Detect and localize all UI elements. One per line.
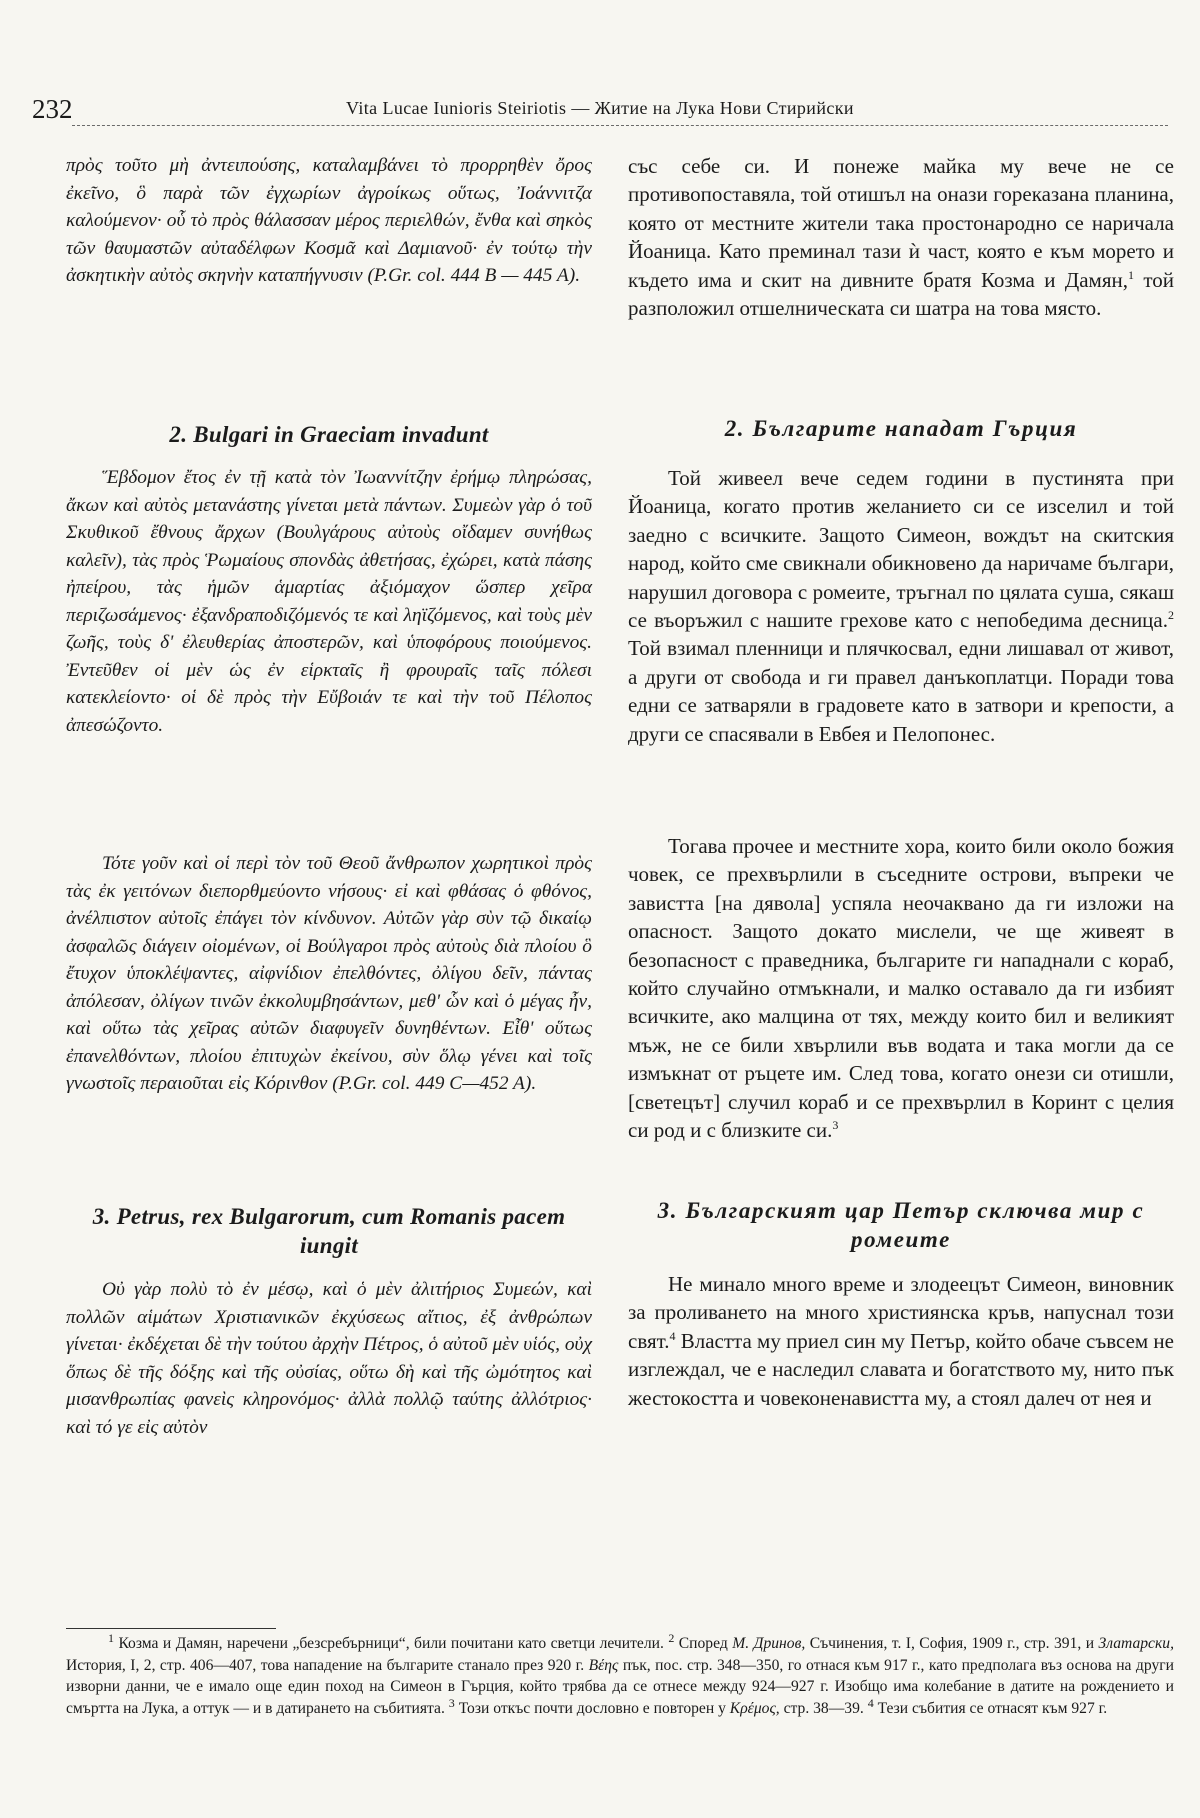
footnote-number-4: 4 — [867, 1695, 874, 1710]
latin-heading-2-section — [66, 420, 592, 449]
bulgarian-intro-paragraph: със себе си. И понеже майка му вече не се противопоставяла, той отишъл на онази гореказана планина, която от местните жители така простонародно се наричала Йоаница. Като преминал тази ѝ част, която е към морето и където има и скит на дивните братя Козма и Дамян,$^1$ той разположил отшелническата си шатра на това място. — [628, 154, 1174, 321]
bulgarian-section-3 — [628, 1270, 1174, 1412]
latin-heading-2: 2. Bulgari in Graeciam invadunt — [169, 422, 489, 447]
greek-intro-paragraph: πρὸς τοῦτο μὴ ἀντειπούσης, καταλαμβάνει τὸ προρρηθὲν ὄρος ἐκεῖνο, ὃ παρὰ τῶν ἐγχωρίων ἀγροίκως οὕτως, Ἰοάννιτζα καλούμενον· οὗ τὸ πρὸς θάλασσαν μέρος περιελθών, ἔνθα καὶ σηκὸς τῶν θαυμαστῶν αὐταδέλφων Κοσμᾶ καὶ Δαμιανοῦ· ἐν τούτῳ τὴν ἀσκητικὴν αὐτὸς σκηνὴν καταπήγνυσιν (P.Gr. col. 444 B — 445 A). — [66, 155, 592, 286]
bulgarian-section-2b — [628, 832, 1174, 1144]
latin-heading-3: 3. Petrus, rex Bulgarorum, cum Romanis pacem iungit — [92, 1204, 566, 1258]
footnote-4: Тези събития се отнасят към 927 г. — [877, 1699, 1108, 1717]
bulgarian-heading-2: 2. Българите нападат Гърция — [724, 416, 1078, 441]
footnote-author-drinov: М. Дринов, — [732, 1635, 806, 1652]
page-number: 232 — [32, 94, 73, 124]
footnotes — [66, 1630, 1174, 1719]
bulgarian-paragraph-2b: Тогава прочее и местните хора, които били около божия човек, се прехвърлили в съседните острови, въпреки че завистта [на дявола] успяла неочаквано да ги изложи на опасност. Защото докато мислели, че ще живеят в безопасност с праведника, българите ги нападнали с кораб, който случайно отмъкнали, и малко оставало да ги избият всичките, ако малцина от тях, между които бил и великият мъж, не се били хвърлили във водата и така могли да се измъкнат от ръцете им. След това, когато онези си отишли, [светецът] случил кораб и се прехвърлил в Коринт с целия си род и с близките си.$^3$ — [628, 834, 1174, 1143]
footnote-block: $^1$ Козма и Дамян, наречени „безсребърници“, били почитани като светци лечители. $^2$ Според М. Дринов, Съчинения, т. I, София, 1909 г., стр. 391, и Златарски, История, I, 2, стр. 406—407, това нападение на българите станало през 920 г. Βέης пък, пос. стр. 348—350, го отнася към 917 г., като предполага въз основа на други изворни данни, че е имало още един поход на Симеон в Гърция, който трябва да се отнесе между 924—927 г. Изобщо има колебание в датите на рождението и смъртта на Лука, а оттук — и в датирането на събитията. $^3$ Този откъс почти дословно е повторен у Κρέμος, стр. 38—39. $^4$ Тези събития се отнасят към 927 г. — [66, 1630, 1174, 1717]
bulgarian-heading-3-section — [628, 1196, 1174, 1254]
footnote-author-kremos: Κρέμος, — [729, 1699, 780, 1717]
footnote-1: Козма и Дамян, наречени „безсребърници“, били почитани като светци лечители. — [118, 1635, 664, 1652]
footnote-rule — [66, 1628, 276, 1629]
footnote-author-bees: Βέης — [588, 1656, 619, 1674]
footnote-ref-1[interactable]: 1 — [1127, 267, 1134, 282]
footnote-number-3: 3 — [448, 1695, 455, 1710]
latin-heading-3-section — [66, 1202, 592, 1260]
footnote-author-zlatarski: Златарски, — [1098, 1635, 1174, 1652]
bulgarian-section-2a — [628, 464, 1174, 748]
bulgarian-paragraph-2a: Той живеел вече седем години в пустинята при Йоаница, когато против желанието си се изселил и той заедно с всичките. Защото Симеон, вождът на скитския народ, който сме свикнали обикновено да наричаме българи, нарушил договора с ромеите, тръгнал по цялата суша, сякаш се въоръжил с нашите грехове като с непобедима десница.$^2$ Той взимал пленници и плячкосвал, едни лишавал от живот, а други от свобода и ги правел данъкоплатци. Поради това едни се затваряли в градовете като в затвори и крепости, а други се спасявали в Евбея и Пелопонес. — [628, 466, 1174, 746]
greek-section-3 — [66, 1276, 592, 1441]
greek-section-2a — [66, 464, 592, 739]
bulgarian-intro-section — [628, 152, 1174, 322]
footnote-ref-3[interactable]: 3 — [832, 1118, 839, 1133]
greek-paragraph-2a: Ἕβδομον ἔτος ἐν τῇ κατὰ τὸν Ἰωαννίτζην ἐρήμῳ πληρώσας, ἄκων καὶ αὐτὸς μετανάστης γίνεται μετὰ πάντων. Συμεὼν γὰρ ὁ τοῦ Σκυθικοῦ ἔθνους ἄρχων (Βουλγάρους αὐτοὺς οἴδαμεν συνήθως καλεῖν), τὰς πρὸς Ῥωμαίους σπονδὰς ἀθετήσας, ἐχώρει, κατὰ πάσης ἠπείρου, τὰς ἡμῶν ἁμαρτίας ἀξιόμαχον ὥσπερ χεῖρα περιζωσάμενος· ἐξανδραποδιζόμενός τε καὶ ληϊζόμενος, καὶ τοὺς μὲν ζωῆς, τοὺς δ' ἐλευθερίας ἀποστερῶν, καὶ ὑποφόρους ποιούμενος. Ἐντεῦθεν οἱ μὲν ὡς ἐν εἱρκταῖς ἢ φρουραῖς ταῖς πόλεσι κατεκλείοντο· οἱ δὲ πρὸς τὴν Εὔβοιάν τε καὶ τὴν τοῦ Πέλοπος ἀπεσώζοντο. — [66, 467, 592, 736]
footnote-ref-2[interactable]: 2 — [1168, 608, 1174, 623]
page-header — [32, 94, 1168, 134]
greek-paragraph-2b: Τότε γοῦν καὶ οἱ περὶ τὸν τοῦ Θεοῦ ἄνθρωπον χωρητικοὶ πρὸς τὰς ἐκ γειτόνων διεπορθμεύοντο νήσους· εἰ καὶ φθάσας ὁ φθόνος, ἀνέλπιστον αὐτοῖς ἐπάγει τὸν κίνδυνον. Αὐτῶν γὰρ σὺν τῷ δικαίῳ ἀσφαλῶς διάγειν οἰομένων, οἱ Βούλγαροι πρὸς αὐτοὺς διὰ πλοίου ὃ ἔτυχον ὑποκλέψαντες, αἰφνίδιον ἐπελθόντες, ὀλίγου δεῖν, πάντας ἀπόλεσαν, ὀλίγων τινῶν ἐκκολυμβησάντων, μεθ' ὧν καὶ ὁ μέγας ἦν, καὶ οὕτω τὰς χεῖρας αὐτῶν διαφυγεῖν δυνηθέντων. Εἶθ' οὕτως ἐπανελθόντων, πλοίου ἐπιτυχὼν ἐκείνου, σὺν ὅλῳ γένει καὶ τοῖς γνωστοῖς περαιοῦται εἰς Κόρινθον (P.Gr. col. 449 C—452 A). — [66, 853, 592, 1094]
bulgarian-paragraph-3: Не минало много време и злодеецът Симеон, виновник за проливането на много християнска кръв, напуснал този свят.$^4$ Властта му приел син му Петър, който обаче съвсем не изглеждал, че е наследил славата и богатството му, нито пък жестокостта и човеконенавистта му, а стоял далеч от нея и — [628, 1272, 1174, 1410]
bulgarian-heading-3: 3. Българският цар Петър сключва мир с ромеите — [657, 1198, 1145, 1252]
running-title: Vita Lucae Iunioris Steiriotis — Житие на Лука Нови Стирийски — [346, 98, 854, 118]
header-rule — [72, 125, 1168, 126]
greek-paragraph-3: Οὐ γὰρ πολὺ τὸ ἐν μέσῳ, καὶ ὁ μὲν ἀλιτήριος Συμεών, καὶ πολλῶν αἱμάτων Χριστιανικῶν ἐκχύσεως αἴτιος, ἐξ ἀνθρώπων γίνεται· ἐκδέχεται δὲ τὴν τούτου ἀρχὴν Πέτρος, ὁ αὐτοῦ μὲν υἱός, οὐχ ὅπως δὲ τῆς δόξης καὶ τῆς οὐσίας, οὕτω δὴ καὶ τῆς ὠμότητος καὶ μισανθρωπίας φανεὶς κληρονόμος· ἀλλὰ πολλῷ ταύτης ἀλλότριος· καὶ τό γε εἰς αὐτὸν — [66, 1279, 592, 1438]
greek-intro-section — [66, 152, 592, 290]
footnote-ref-4[interactable]: 4 — [669, 1328, 676, 1343]
greek-section-2b — [66, 850, 592, 1098]
bulgarian-heading-2-section — [628, 414, 1174, 443]
footnote-number-1: 1 — [108, 1630, 114, 1645]
footnote-number-2: 2 — [668, 1630, 675, 1645]
